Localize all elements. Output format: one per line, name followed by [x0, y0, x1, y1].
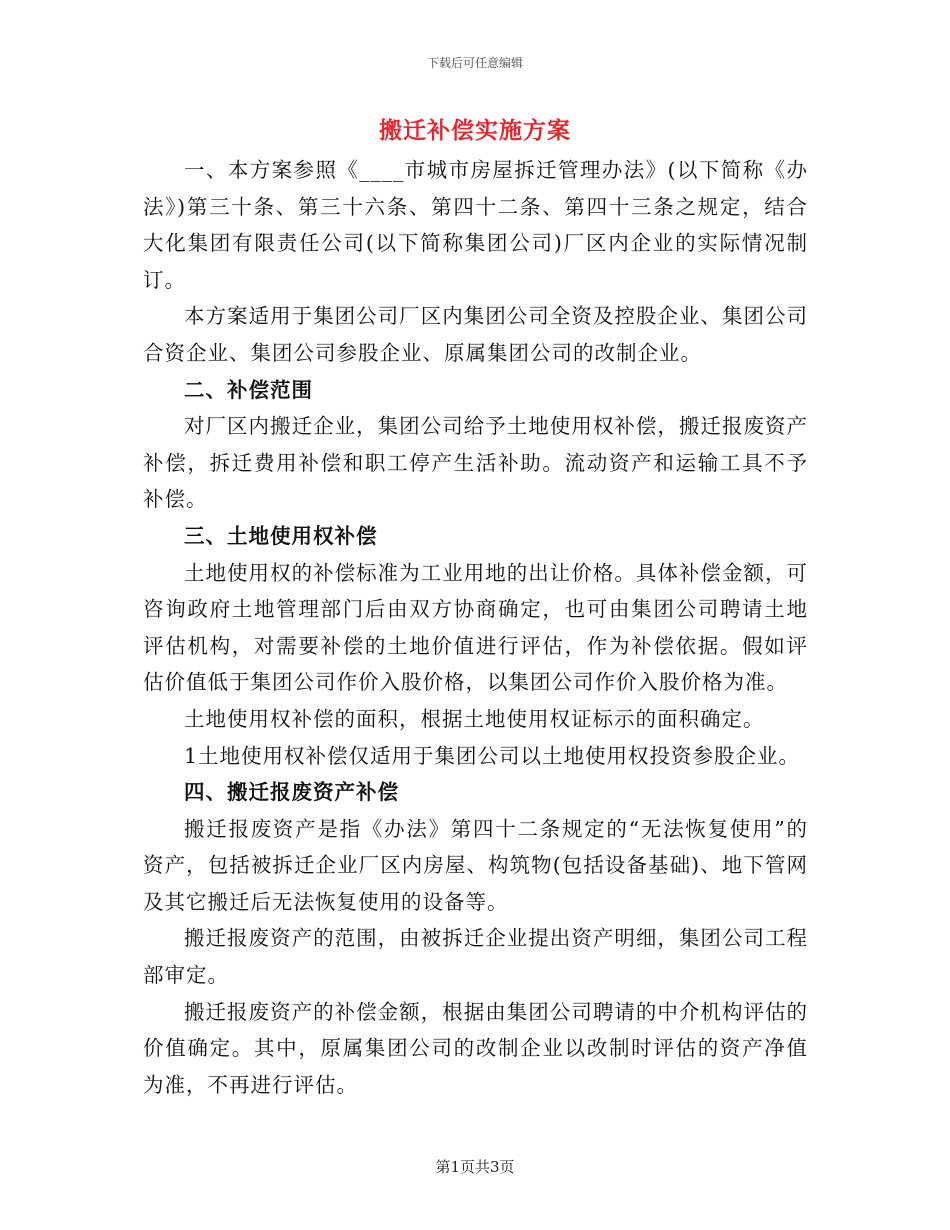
document-body [143, 152, 808, 1103]
paragraph-5: 土地使用权补偿的面积，根据土地使用权证标示的面积确定。 [184, 706, 765, 731]
paragraph-6: 1土地使用权补偿仅适用于集团公司以土地使用权投资参股企业。 [184, 743, 801, 768]
paragraph-2: 本方案适用于集团公司厂区内集团公司全资及控股企业、集团公司合资企业、集团公司参股企业、原属集团公司的改制企业。 [143, 304, 808, 365]
section-heading-3: 三、土地使用权补偿 [184, 523, 378, 548]
paragraph-8: 搬迁报废资产的范围，由被拆迁企业提出资产明细，集团公司工程部审定。 [143, 926, 808, 988]
header-note: 下载后可任意编辑 [426, 56, 523, 70]
paragraph-3: 对厂区内搬迁企业，集团公司给予土地使用权补偿，搬迁报废资产补偿，拆迁费用补偿和职工停产生活补助。流动资产和运输工具不予补偿。 [143, 414, 808, 512]
section-heading-2: 二、补偿范围 [184, 377, 313, 402]
paragraph-1: 一、本方案参照《____市城市房屋拆迁管理办法》(以下简称《办法》)第三十条、第三十六条、第四十二条、第四十三条之规定，结合大化集团有限责任公司(以下简称集团公司)厂区内企业的实际情况制订。 [143, 158, 808, 292]
document-title: 搬迁补偿实施方案 [379, 117, 571, 144]
page-number-footer: 第1页共3页 [435, 1158, 515, 1176]
paragraph-9: 搬迁报废资产的补偿金额，根据由集团公司聘请的中介机构评估的价值确定。其中，原属集团公司的改制企业以改制时评估的资产净值为准，不再进行评估。 [143, 999, 808, 1097]
section-heading-4: 四、搬迁报废资产补偿 [184, 780, 399, 805]
paragraph-7: 搬迁报废资产是指《办法》第四十二条规定的“无法恢复使用”的资产，包括被拆迁企业厂区内房屋、构筑物(包括设备基础)、地下管网及其它搬迁后无法恢复使用的设备等。 [143, 816, 808, 914]
paragraph-4: 土地使用权的补偿标准为工业用地的出让价格。具体补偿金额，可咨询政府土地管理部门后由双方协商确定，也可由集团公司聘请土地评估机构，对需要补偿的土地价值进行评估，作为补偿依据。假如评估价值低于集团公司作价入股价格，以集团公司作价入股价格为准。 [143, 560, 808, 695]
